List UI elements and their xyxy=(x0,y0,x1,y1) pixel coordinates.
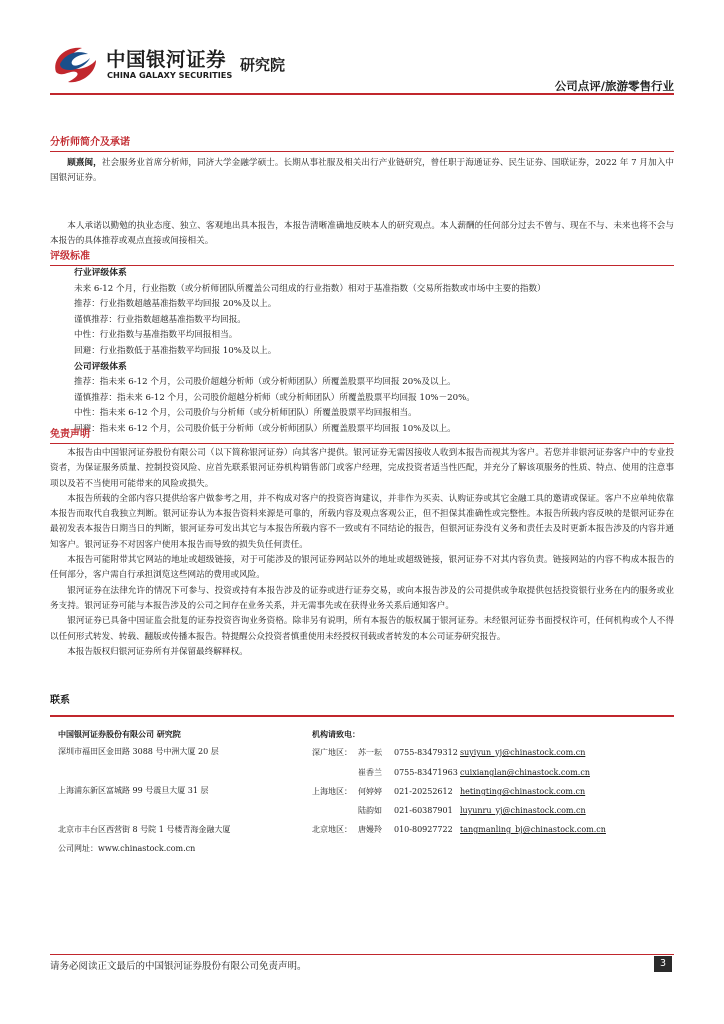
page-number: 3 xyxy=(654,956,672,972)
rating-line: 谨慎推荐：行业指数超越基准指数平均回报。 xyxy=(74,314,246,325)
section-title: 评级标准 xyxy=(50,251,90,262)
disclaimer-paragraph: 本报告所载的全部内容只提供给客户做参考之用，并不构成对客户的投资咨询建议，并非作为买卖、认购证券或其它金融工具的邀请或保证。客户不应单纯依靠本报告而取代自我独立判断。银河证券认为本报告资料来源是可靠的，所载内容及观点客观公正，但不担保其准确性或完整性。本报告所载内容反映的是银河证券在最初发表本报告日期当日的判断，银河证券可发出其它与本报告所载内容不一致或有不同结论的报告，但银河证券没有义务和责任去及时更新本报告涉及的内容并通知客户。银河证券不对因客户使用本报告而导致的损失负任何责任。 xyxy=(50,493,674,550)
company-rating-heading: 公司评级体系 xyxy=(74,361,127,372)
document-type: 公司点评/旅游零售行业 xyxy=(554,79,674,93)
footer-disclaimer: 请务必阅读正文最后的中国银河证券股份有限公司免责声明。 xyxy=(50,961,307,972)
disclaimer-paragraph: 本报告可能附带其它网站的地址或超级链接，对于可能涉及的银河证券网站以外的地址或超级链接，银河证券不对其内容负责。链接网站的内容不构成本报告的任何部分，客户需自行承担浏览这些网站的费用或风险。 xyxy=(50,555,674,581)
rating-line: 推荐：行业指数超越基准指数平均回报 20%及以上。 xyxy=(74,299,277,310)
rating-line: 回避：指未来 6-12 个月，公司股价低于分析师（或分析师团队）所覆盖股票平均回报 10%及以上。 xyxy=(74,423,456,434)
contact-name: 何婷婷 xyxy=(358,787,382,796)
disclaimer-paragraph: 银河证券在法律允许的情况下可参与、投资或持有本报告涉及的证券或进行证券交易，或向本报告涉及的公司提供或争取提供包括投资银行业务在内的服务或业务支持。银河证券可能与本报告涉及的公司之间存在业务关系，并无需事先或在获得业务关系后通知客户。 xyxy=(50,585,674,611)
inquiry-title: 机构请致电： xyxy=(312,729,360,739)
address-shenzhen: 深圳市福田区金田路 3088 号中洲大厦 20 层 xyxy=(58,747,219,756)
email-link[interactable]: tangmanling_bj@chinastock.com.cn xyxy=(460,825,606,834)
disclaimer-paragraph: 本报告版权归银河证券所有并保留最终解释权。 xyxy=(67,646,248,657)
analyst-pledge: 本人承诺以勤勉的执业态度、独立、客观地出具本报告，本报告清晰准确地反映本人的研究观点。本人薪酬的任何部分过去不曾与、现在不与、未来也将不会与本报告的具体推荐或观点直接或间接相关。 xyxy=(50,221,674,247)
address-beijing: 北京市丰台区西营街 8 号院 1 号楼青海金融大厦 xyxy=(58,825,231,834)
rating-line: 中性：指未来 6-12 个月，公司股价与分析师（或分析师团队）所覆盖股票平均回报相当。 xyxy=(74,408,417,419)
contact-name: 唐嫚羚 xyxy=(358,825,382,834)
contact-section xyxy=(50,694,674,717)
logo-chinese-name: 中国银河证券 xyxy=(106,48,227,71)
disclaimer-paragraph: 本报告由中国银河证券股份有限公司（以下简称银河证券）向其客户提供。银河证券无需因接收人收到本报告而视其为客户。若您并非银河证券客户中的专业投资者，为保证服务质量、控制投资风险、应首先联系银河证券机构销售部门或客户经理，完成投资者适当性匹配，并充分了解该项服务的性质、特点、使用的注意事项以及若不当使用可能带来的风险或损失。 xyxy=(50,448,674,489)
industry-rating-heading: 行业评级体系 xyxy=(74,268,127,278)
rating-line: 未来 6-12 个月，行业指数（或分析师团队所覆盖公司组成的行业指数）相对于基准指数（交易所指数或市场中主要的指数） xyxy=(74,283,546,294)
section-title: 分析师简介及承诺 xyxy=(50,137,130,148)
footer-divider xyxy=(50,954,674,955)
email-link[interactable]: hetingting@chinastock.com.cn xyxy=(460,787,586,796)
contact-region: 深广地区： xyxy=(312,748,352,757)
rating-line: 中性：行业指数与基准指数平均回报相当。 xyxy=(74,330,238,341)
email-link[interactable]: suyiyun_yj@chinastock.com.cn xyxy=(460,748,586,757)
contact-phone: 0755-83471963 xyxy=(394,768,458,777)
contact-email-link[interactable] xyxy=(460,805,586,816)
contact-phone: 010-80927722 xyxy=(394,825,453,834)
galaxy-logo-icon xyxy=(50,42,100,86)
email-link[interactable]: luyunru_yj@chinastock.com.cn xyxy=(460,806,586,815)
email-link[interactable]: cuixianglan@chinastock.com.cn xyxy=(460,768,590,777)
analyst-name: 顾熹闽， xyxy=(67,158,102,168)
report-header xyxy=(50,38,674,98)
company-name: 中国银河证券股份有限公司 研究院 xyxy=(58,729,181,739)
section-title: 免责声明 xyxy=(50,429,90,440)
contact-email-link[interactable] xyxy=(460,824,606,835)
contact-name: 陆韵如 xyxy=(358,806,382,815)
section-divider xyxy=(50,715,674,717)
contact-name: 苏一耘 xyxy=(358,748,382,757)
contact-region: 北京地区： xyxy=(312,825,352,834)
company-website: 公司网址：www.chinastock.com.cn xyxy=(58,844,196,853)
contact-email-link[interactable] xyxy=(460,786,585,797)
rating-line: 回避：行业指数低于基准指数平均回报 10%及以上。 xyxy=(74,345,277,356)
header-divider xyxy=(50,93,674,95)
logo-english-name: CHINA GALAXY SECURITIES xyxy=(107,70,233,80)
section-divider xyxy=(50,151,674,152)
contact-region: 上海地区： xyxy=(312,787,352,796)
disclaimer-paragraph: 银河证券已具备中国证监会批复的证券投资咨询业务资格。除非另有说明，所有本报告的版权属于银河证券。未经银河证券书面授权许可，任何机构或个人不得以任何形式转发、转载、翻版或传播本报告。特提醒公众投资者慎重使用未经授权刊载或者转发的本公司证券研究报告。 xyxy=(50,616,674,642)
contact-name: 崔香兰 xyxy=(358,768,382,777)
disclaimer-section xyxy=(50,428,674,660)
rating-section xyxy=(50,250,674,438)
contact-email-link[interactable] xyxy=(460,767,590,778)
analyst-bio xyxy=(50,156,674,187)
rating-line: 推荐：指未来 6-12 个月，公司股价超越分析师（或分析师团队）所覆盖股票平均回报 20%及以上。 xyxy=(74,377,456,388)
contact-email-link[interactable] xyxy=(460,747,585,758)
institute-label: 研究院 xyxy=(240,56,286,74)
analyst-section xyxy=(50,136,674,187)
contact-phone: 021-20252612 xyxy=(394,787,453,796)
section-divider xyxy=(50,443,674,444)
contact-phone: 021-60387901 xyxy=(394,806,453,815)
analyst-pledge-block xyxy=(50,219,674,250)
section-title: 联系 xyxy=(50,695,70,706)
contact-phone: 0755-83479312 xyxy=(394,748,458,757)
address-shanghai: 上海浦东新区富城路 99 号震旦大厦 31 层 xyxy=(58,786,209,795)
rating-line: 谨慎推荐：指未来 6-12 个月，公司股价超越分析师（或分析师团队）所覆盖股票平均回报 10%－20%。 xyxy=(74,392,475,403)
analyst-bio-text: 社会服务业首席分析师，同济大学金融学硕士。长期从事社服及相关出行产业链研究，曾任职于海通证券、民生证券、国联证券，2022 年 7 月加入中国银河证券。 xyxy=(50,158,674,184)
